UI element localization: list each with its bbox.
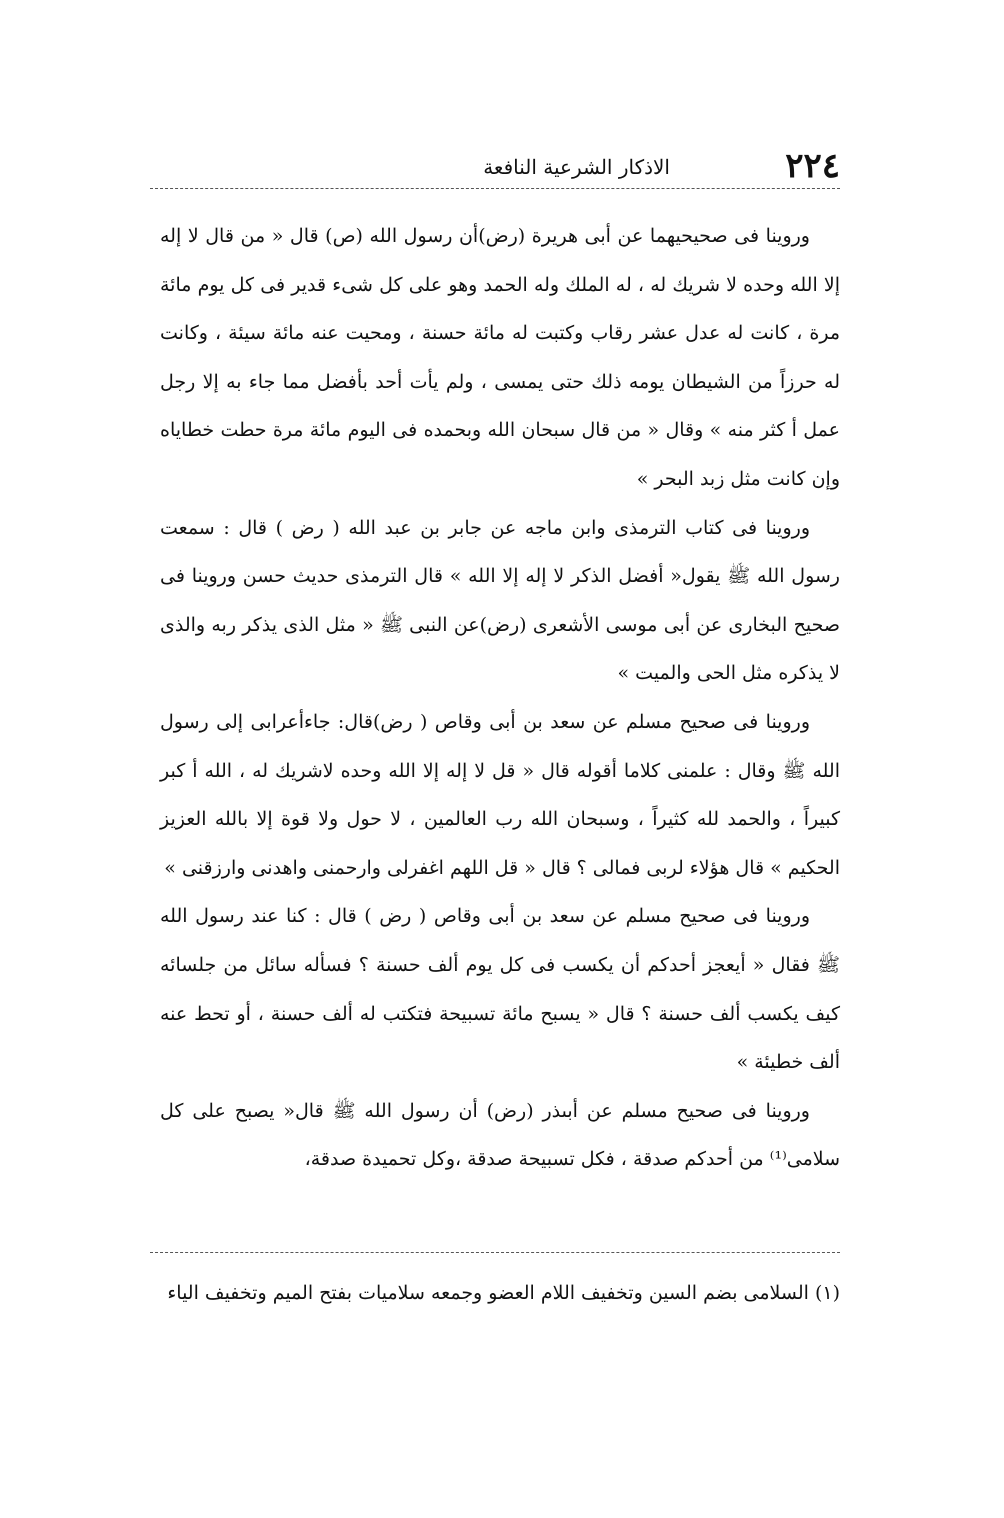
page-header [150, 145, 840, 187]
running-title: الاذكار الشرعية النافعة [483, 155, 670, 179]
paragraph: وروينا فى صحيح مسلم عن سعد بن أبى وقاص ( رض ) قال : كنا عند رسول الله ﷺ فقال « أيعجز أحدكم أن يكسب فى كل يوم ألف حسنة ؟ فسأله سائل من جلسائه كيف يكسب ألف حسنة ؟ قال « يسبح مائة تسبيحة فتكتب له ألف حسنة ، أو تحط عنه ألف خطيئة » [160, 905, 840, 1074]
footnote-divider [150, 1252, 840, 1253]
footnote [160, 1265, 840, 1321]
body-text [160, 212, 840, 1184]
header-divider [150, 188, 840, 189]
paragraph: وروينا فى كتاب الترمذى وابن ماجه عن جابر بن عبد الله ( رض ) قال : سمعت رسول الله ﷺ يقول« أفضل الذكر لا إله إلا الله » قال الترمذى حديث حسن وروينا فى صحيح البخارى عن أبى موسى الأشعرى (رض)عن النبى ﷺ « مثل الذى يذكر ربه والذى لا يذكره مثل الحى والميت » [160, 516, 840, 685]
paragraph: وروينا فى صحيح مسلم عن أبىذر (رض) أن رسول الله ﷺ قال« يصبح على كل سلامى⁽¹⁾ من أحدكم صدقة ، فكل تسبيحة صدقة ،وكل تحميدة صدقة، [160, 1099, 840, 1171]
paragraph: وروينا فى صحيح مسلم عن سعد بن أبى وقاص ( رض)قال: جاءأعرابى إلى رسول الله ﷺ وقال : علمنى كلاما أقوله قال « قل لا إله إلا الله وحده لاشريك له ، الله أ كبر كبيراً ، والحمد لله كثيراً ، وسبحان الله رب العالمين ، لا حول ولا قوة إلا بالله العزيز الحكيم » قال هؤلاء لربى فمالى ؟ قال « قل اللهم اغفرلى وارحمنى واهدنى وارزقنى » [160, 710, 840, 879]
paragraph: وروينا فى صحيحيهما عن أبى هريرة (رض)أن رسول الله (ص) قال « من قال لا إله إلا الله وحده لا شريك له ، له الملك وله الحمد وهو على كل شىء قدير فى كل يوم مائة مرة ، كانت له عدل عشر رقاب وكتبت له مائة حسنة ، ومحيت عنه مائة سيئة ، وكانت له حرزاً من الشيطان يومه ذلك حتى يمسى ، ولم يأت أحد بأفضل مما جاء به إلا رجل عمل أ كثر منه » وقال « من قال سبحان الله وبحمده فى اليوم مائة مرة حطت خطاياه وإن كانت مثل زبد البحر » [160, 225, 840, 490]
footnote-text: (١) السلامى بضم السين وتخفيف اللام العضو وجمعه سلاميات بفتح الميم وتخفيف الياء [167, 1282, 840, 1304]
page-number: ٢٢٤ [785, 146, 840, 186]
